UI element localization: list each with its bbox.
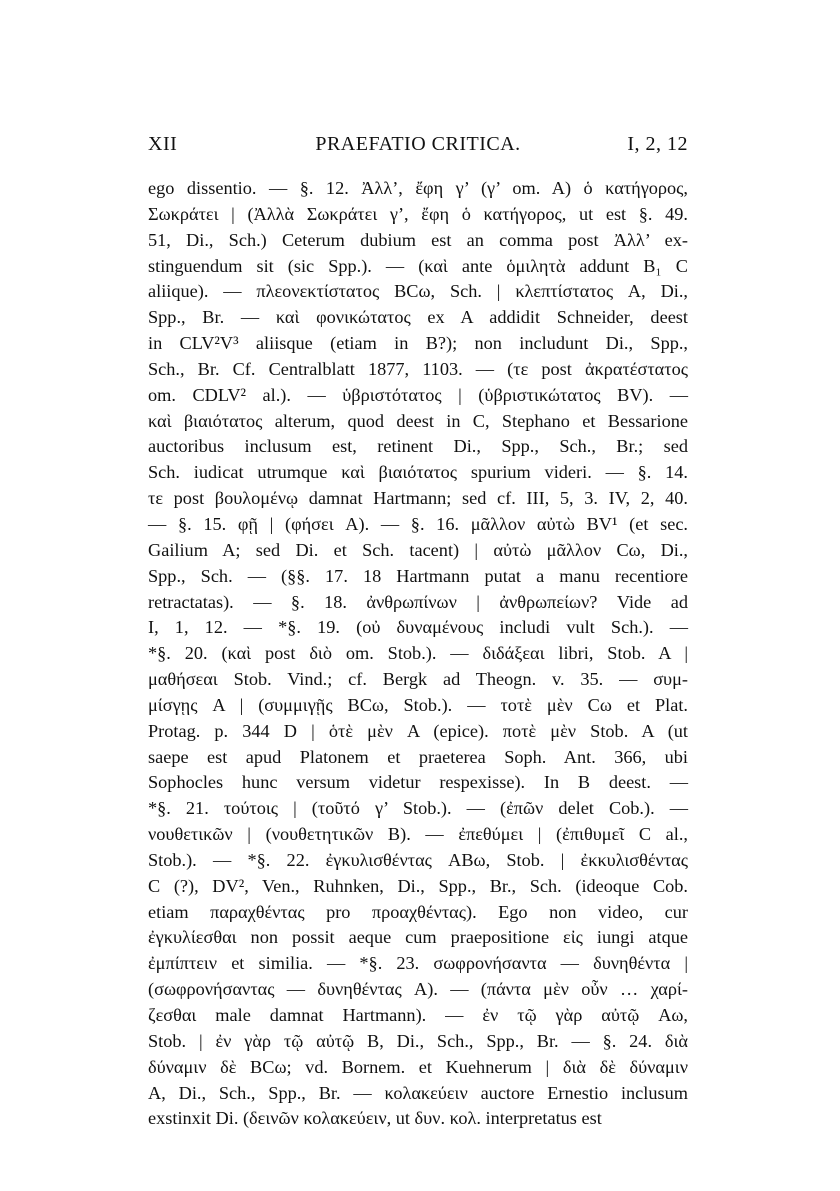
text-line: saepe est apud Platonem et praeterea Soph. Ant. 366, ubi: [148, 746, 688, 767]
text-line: — §. 15. φῇ | (φήσει A). — §. 16. μᾶλλον αὐτὼ BV¹ (et sec.: [148, 513, 688, 534]
text-line: καὶ βιαιότατος alterum, quod deest in C, Stephano et Bessarione: [148, 410, 688, 431]
text-line: ἐμπίπτειν et similia. — *§. 23. σωφρονήσαντα — δυνηθέντα |: [148, 953, 688, 974]
text-line: exstinxit Di. (δεινῶν κολακεύειν, ut δυν. κολ. interpretatus est: [148, 1108, 602, 1129]
text-line: in CLV²V³ aliisque (etiam in B?); non includunt Di., Spp.,: [148, 333, 688, 354]
text-line: Spp., Br. — καὶ φονικώτατος ex A addidit Schneider, deest: [148, 307, 688, 328]
text-line: *§. 21. τούτοις | (τοῦτό γ’ Stob.). — (ἐπῶν delet Cob.). —: [148, 798, 688, 819]
text-line: Stob.). — *§. 22. ἐγκυλισθέντας ABω, Stob. | ἐκκυλισθέντας: [148, 849, 688, 870]
text-line: stinguendum sit (sic Spp.). — (καὶ ante ὁμιλητὰ addunt B₁ C: [148, 255, 688, 276]
critical-apparatus-text: [148, 176, 688, 1132]
text-line: δύναμιν δὲ BCω; vd. Bornem. et Kuehnerum | διὰ δὲ δύναμιν: [148, 1056, 688, 1077]
text-line: νουθετικῶν | (νουθετητικῶν B). — ἐπεθύμει | (ἐπιθυμεῖ C al.,: [148, 824, 688, 845]
text-line: Sch. iudicat utrumque καὶ βιαιότατος spurium videri. — §. 14.: [148, 462, 688, 483]
text-line: Spp., Sch. — (§§. 17. 18 Hartmann putat a manu recentiore: [148, 565, 688, 586]
text-line: Σωκράτει | (Ἀλλὰ Σωκράτει γ’, ἔφη ὁ κατήγορος, ut est §. 49.: [148, 203, 688, 224]
text-line: auctoribus inclusum est, retinent Di., Spp., Sch., Br.; sed: [148, 436, 688, 457]
text-line: aliique). — πλεονεκτίστατος BCω, Sch. | κλεπτίστατος A, Di.,: [148, 281, 688, 302]
text-line: retractatas). — §. 18. ἀνθρωπίνων | ἀνθρωπείων? Vide ad: [148, 591, 688, 612]
running-head: [148, 133, 688, 159]
text-line: Sophocles hunc versum videtur respexisse). In B deest. —: [148, 772, 688, 793]
section-reference: I, 2, 12: [627, 133, 688, 155]
text-line: A, Di., Sch., Spp., Br. — κολακεύειν auctore Ernestio inclusum: [148, 1082, 688, 1103]
text-line: om. CDLV² al.). — ὑβριστότατος | (ὑβριστικώτατος BV). —: [148, 384, 688, 405]
text-line: ego dissentio. — §. 12. Ἀλλ’, ἔφη γ’ (γ’ om. A) ὁ κατήγορος,: [148, 178, 688, 198]
text-line: Sch., Br. Cf. Centralblatt 1877, 1103. — (τε post ἀκρατέστατος: [148, 358, 688, 379]
text-line: *§. 20. (καὶ post διὸ om. Stob.). — διδάξεαι libri, Stob. A |: [148, 643, 688, 664]
text-line: Stob. | ἐν γὰρ τῷ αὐτῷ B, Di., Sch., Spp., Br. — §. 24. διὰ: [148, 1030, 688, 1051]
text-line: Protag. p. 344 D | ὁτὲ μὲν A (epice). ποτὲ μὲν Stob. A (ut: [148, 720, 688, 741]
text-line: τε post βουλομένῳ damnat Hartmann; sed cf. III, 5, 3. IV, 2, 40.: [148, 488, 688, 509]
text-line: 51, Di., Sch.) Ceterum dubium est an comma post Ἀλλ’ ex-: [148, 229, 688, 250]
text-line: (σωφρονήσαντας — δυνηθέντας A). — (πάντα μὲν οὖν … χαρί-: [148, 979, 688, 1000]
page-number: XII: [148, 133, 178, 155]
text-line: μίσγῃς A | (συμμιγῇς BCω, Stob.). — τοτὲ μὲν Cω et Plat.: [148, 694, 688, 715]
running-title: PRAEFATIO CRITICA.: [315, 133, 521, 155]
text-line: I, 1, 12. — *§. 19. (οὐ δυναμένους includi vult Sch.). —: [148, 617, 688, 638]
text-line: ζεσθαι male damnat Hartmann). — ἐν τῷ γὰρ αὐτῷ Aω,: [148, 1005, 688, 1025]
text-line: etiam παραχθέντας pro προαχθέντας). Ego non video, cur: [148, 901, 688, 922]
text-line: μαθήσεαι Stob. Vind.; cf. Bergk ad Theogn. v. 35. — συμ-: [148, 669, 688, 690]
text-line: C (?), DV², Ven., Ruhnken, Di., Spp., Br., Sch. (ideoque Cob.: [148, 875, 688, 896]
text-line: Gailium A; sed Di. et Sch. tacent) | αὐτὼ μᾶλλον Cω, Di.,: [148, 539, 688, 560]
text-line: ἐγκυλίεσθαι non possit aeque cum praepositione εἰς iungi atque: [148, 927, 688, 948]
